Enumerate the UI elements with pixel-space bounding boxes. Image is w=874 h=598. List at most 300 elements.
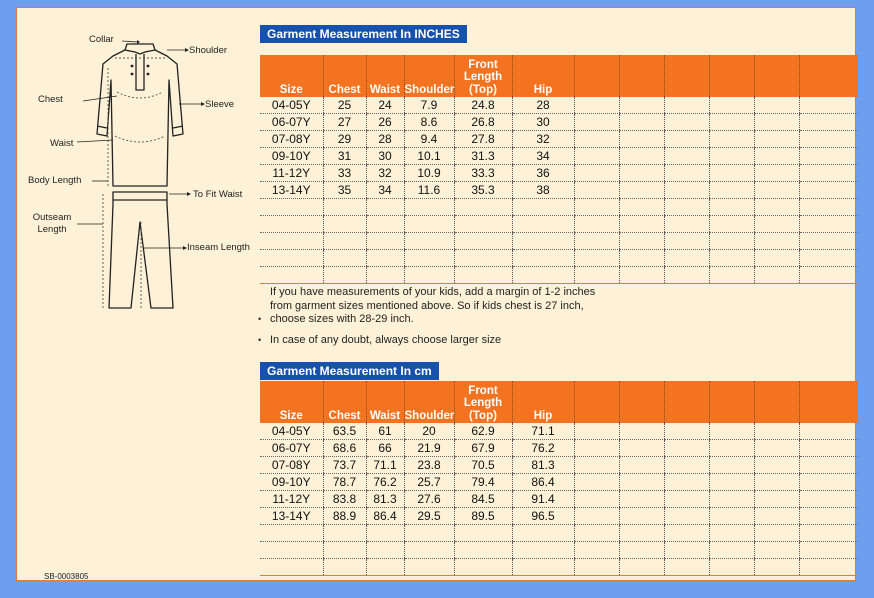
table-cell: 29 xyxy=(323,131,366,148)
blank-cell xyxy=(664,542,709,559)
blank-cell xyxy=(404,250,454,267)
table-cell: 71.1 xyxy=(366,457,404,474)
blank-cell xyxy=(754,542,799,559)
blank-column-header xyxy=(664,381,709,423)
blank-cell xyxy=(754,457,799,474)
waist-label: Waist xyxy=(50,138,74,149)
blank-cell xyxy=(799,559,858,576)
inseam-length-label: Inseam Length xyxy=(187,242,250,253)
blank-cell xyxy=(754,508,799,525)
table-row xyxy=(260,97,858,114)
blank-column-header xyxy=(754,381,799,423)
blank-cell xyxy=(754,491,799,508)
blank-cell xyxy=(799,542,858,559)
table-row xyxy=(260,423,858,440)
blank-cell xyxy=(754,233,799,250)
blank-cell xyxy=(619,148,664,165)
blank-cell xyxy=(512,250,574,267)
blank-table-row xyxy=(260,559,858,576)
column-header: Shoulder xyxy=(404,55,454,97)
blank-table-row xyxy=(260,233,858,250)
blank-cell xyxy=(709,250,754,267)
blank-cell xyxy=(799,97,858,114)
blank-cell xyxy=(754,216,799,233)
table-cell: 27.8 xyxy=(454,131,512,148)
blank-cell xyxy=(619,199,664,216)
blank-cell xyxy=(619,491,664,508)
table-cell: 11-12Y xyxy=(260,165,323,182)
blank-cell xyxy=(323,525,366,542)
blank-cell xyxy=(512,525,574,542)
table-cell: 84.5 xyxy=(454,491,512,508)
blank-table-row xyxy=(260,525,858,542)
blank-cell xyxy=(664,440,709,457)
blank-cell xyxy=(323,199,366,216)
kurta-pajama-illustration xyxy=(17,8,267,328)
blank-table-row xyxy=(260,542,858,559)
column-header: Waist xyxy=(366,55,404,97)
blank-cell xyxy=(709,233,754,250)
table-cell: 81.3 xyxy=(512,457,574,474)
blank-cell xyxy=(512,267,574,284)
blank-cell xyxy=(260,559,323,576)
blank-cell xyxy=(754,182,799,199)
blank-cell xyxy=(404,233,454,250)
table-cell: 29.5 xyxy=(404,508,454,525)
table-cell: 11-12Y xyxy=(260,491,323,508)
blank-table-row xyxy=(260,216,858,233)
table-cell: 13-14Y xyxy=(260,508,323,525)
blank-cell xyxy=(574,542,619,559)
blank-cell xyxy=(619,457,664,474)
table-cell: 73.7 xyxy=(323,457,366,474)
blank-cell xyxy=(574,148,619,165)
blank-cell xyxy=(709,114,754,131)
table-cell: 62.9 xyxy=(454,423,512,440)
blank-cell xyxy=(664,267,709,284)
blank-cell xyxy=(799,267,858,284)
table-cell: 25.7 xyxy=(404,474,454,491)
blank-column-header xyxy=(574,55,619,97)
blank-cell xyxy=(709,542,754,559)
table-cell: 11.6 xyxy=(404,182,454,199)
blank-cell xyxy=(366,525,404,542)
column-header: Chest xyxy=(323,55,366,97)
table-cell: 10.1 xyxy=(404,148,454,165)
table-cell: 24.8 xyxy=(454,97,512,114)
garment-diagram xyxy=(17,8,267,328)
table-cell: 63.5 xyxy=(323,423,366,440)
table-cell: 28 xyxy=(512,97,574,114)
table-cell: 25 xyxy=(323,97,366,114)
blank-cell xyxy=(709,216,754,233)
table-cell: 33.3 xyxy=(454,165,512,182)
blank-cell xyxy=(404,525,454,542)
blank-cell xyxy=(754,423,799,440)
note-item xyxy=(258,334,598,348)
blank-cell xyxy=(619,542,664,559)
table-cell: 96.5 xyxy=(512,508,574,525)
table-cell: 71.1 xyxy=(512,423,574,440)
blank-column-header xyxy=(619,55,664,97)
blank-cell xyxy=(664,474,709,491)
table-cell: 81.3 xyxy=(366,491,404,508)
table-cell: 38 xyxy=(512,182,574,199)
blank-cell xyxy=(366,267,404,284)
blank-cell xyxy=(664,114,709,131)
blank-cell xyxy=(709,97,754,114)
table-cell: 30 xyxy=(366,148,404,165)
blank-cell xyxy=(574,250,619,267)
blank-column-header xyxy=(574,381,619,423)
column-header: Hip xyxy=(512,381,574,423)
table-cell: 31 xyxy=(323,148,366,165)
blank-cell xyxy=(799,199,858,216)
blank-cell xyxy=(454,216,512,233)
table-cell: 31.3 xyxy=(454,148,512,165)
blank-cell xyxy=(664,525,709,542)
table-cell: 34 xyxy=(366,182,404,199)
blank-cell xyxy=(799,250,858,267)
blank-cell xyxy=(664,216,709,233)
blank-table-row xyxy=(260,267,858,284)
bullet-icon: • xyxy=(258,314,262,324)
table-row xyxy=(260,508,858,525)
cm-size-table xyxy=(260,381,858,576)
column-header: Chest xyxy=(323,381,366,423)
blank-cell xyxy=(799,440,858,457)
to-fit-waist-label: To Fit Waist xyxy=(193,189,243,200)
blank-cell xyxy=(574,474,619,491)
body-length-label: Body Length xyxy=(28,175,82,186)
blank-cell xyxy=(619,267,664,284)
table-cell: 27.6 xyxy=(404,491,454,508)
blank-cell xyxy=(574,114,619,131)
blank-cell xyxy=(619,131,664,148)
blank-cell xyxy=(512,216,574,233)
blank-cell xyxy=(799,491,858,508)
table-row xyxy=(260,131,858,148)
note-text: If you have measurements of your kids, add a margin of 1-2 inches from garment sizes mentioned above. So if kids chest is 27 inch, choose sizes with 28-29 inch. xyxy=(270,286,596,325)
table-cell: 32 xyxy=(366,165,404,182)
blank-cell xyxy=(619,216,664,233)
table-cell: 36 xyxy=(512,165,574,182)
blank-cell xyxy=(709,182,754,199)
table-cell: 89.5 xyxy=(454,508,512,525)
table-cell: 30 xyxy=(512,114,574,131)
blank-cell xyxy=(574,233,619,250)
table-cell: 09-10Y xyxy=(260,148,323,165)
table-cell: 7.9 xyxy=(404,97,454,114)
product-code: SB-0003805 xyxy=(44,572,89,581)
blank-cell xyxy=(366,542,404,559)
blank-cell xyxy=(619,114,664,131)
table-cell: 76.2 xyxy=(512,440,574,457)
column-header: Shoulder xyxy=(404,381,454,423)
blank-cell xyxy=(454,267,512,284)
blank-cell xyxy=(799,216,858,233)
blank-cell xyxy=(404,216,454,233)
table-cell: 34 xyxy=(512,148,574,165)
blank-cell xyxy=(619,559,664,576)
blank-cell xyxy=(454,250,512,267)
blank-cell xyxy=(260,216,323,233)
blank-cell xyxy=(664,233,709,250)
sleeve-label: Sleeve xyxy=(205,99,235,110)
blank-cell xyxy=(619,182,664,199)
blank-cell xyxy=(799,525,858,542)
blank-cell xyxy=(709,491,754,508)
blank-cell xyxy=(754,114,799,131)
blank-cell xyxy=(574,131,619,148)
inches-header-row xyxy=(260,55,858,97)
blank-cell xyxy=(574,525,619,542)
cm-table-title: Garment Measurement In cm xyxy=(260,362,439,380)
blank-cell xyxy=(754,440,799,457)
blank-cell xyxy=(323,267,366,284)
blank-cell xyxy=(799,423,858,440)
blank-cell xyxy=(366,199,404,216)
blank-cell xyxy=(709,474,754,491)
table-row xyxy=(260,182,858,199)
blank-cell xyxy=(709,165,754,182)
blank-cell xyxy=(574,423,619,440)
blank-table-row xyxy=(260,250,858,267)
blank-cell xyxy=(404,542,454,559)
shoulder-label: Shoulder xyxy=(189,45,228,56)
blank-cell xyxy=(619,474,664,491)
blank-column-header xyxy=(619,381,664,423)
blank-cell xyxy=(512,559,574,576)
table-row xyxy=(260,474,858,491)
blank-column-header xyxy=(799,55,858,97)
blank-cell xyxy=(664,165,709,182)
blank-cell xyxy=(323,216,366,233)
table-cell: 86.4 xyxy=(366,508,404,525)
blank-cell xyxy=(260,199,323,216)
blank-cell xyxy=(664,491,709,508)
size-notes xyxy=(258,286,598,347)
blank-cell xyxy=(323,250,366,267)
table-cell: 10.9 xyxy=(404,165,454,182)
blank-cell xyxy=(664,508,709,525)
blank-column-header xyxy=(709,381,754,423)
table-cell: 24 xyxy=(366,97,404,114)
blank-cell xyxy=(574,165,619,182)
table-cell: 83.8 xyxy=(323,491,366,508)
blank-cell xyxy=(404,559,454,576)
blank-cell xyxy=(619,508,664,525)
blank-cell xyxy=(454,233,512,250)
blank-cell xyxy=(619,423,664,440)
blank-cell xyxy=(754,559,799,576)
table-row xyxy=(260,440,858,457)
table-cell: 20 xyxy=(404,423,454,440)
table-cell: 76.2 xyxy=(366,474,404,491)
table-cell: 04-05Y xyxy=(260,97,323,114)
blank-cell xyxy=(799,457,858,474)
table-cell: 68.6 xyxy=(323,440,366,457)
table-cell: 13-14Y xyxy=(260,182,323,199)
blank-table-row xyxy=(260,199,858,216)
blank-cell xyxy=(260,250,323,267)
blank-cell xyxy=(366,559,404,576)
blank-cell xyxy=(709,148,754,165)
blank-cell xyxy=(799,474,858,491)
blank-cell xyxy=(574,491,619,508)
blank-cell xyxy=(366,250,404,267)
blank-cell xyxy=(709,559,754,576)
column-header: Size xyxy=(260,381,323,423)
table-cell: 26.8 xyxy=(454,114,512,131)
table-cell: 66 xyxy=(366,440,404,457)
blank-cell xyxy=(754,199,799,216)
table-cell: 06-07Y xyxy=(260,114,323,131)
blank-cell xyxy=(754,131,799,148)
table-cell: 07-08Y xyxy=(260,457,323,474)
blank-cell xyxy=(574,267,619,284)
table-cell: 09-10Y xyxy=(260,474,323,491)
table-cell: 79.4 xyxy=(454,474,512,491)
blank-cell xyxy=(709,423,754,440)
table-cell: 32 xyxy=(512,131,574,148)
blank-cell xyxy=(260,525,323,542)
table-cell: 04-05Y xyxy=(260,423,323,440)
blank-cell xyxy=(709,457,754,474)
collar-label: Collar xyxy=(89,34,114,45)
blank-cell xyxy=(619,250,664,267)
blank-cell xyxy=(366,233,404,250)
blank-cell xyxy=(709,525,754,542)
table-cell: 67.9 xyxy=(454,440,512,457)
table-cell: 86.4 xyxy=(512,474,574,491)
table-cell: 35.3 xyxy=(454,182,512,199)
table-cell: 35 xyxy=(323,182,366,199)
note-item xyxy=(258,286,598,327)
table-row xyxy=(260,491,858,508)
blank-cell xyxy=(574,199,619,216)
blank-cell xyxy=(664,199,709,216)
blank-cell xyxy=(754,525,799,542)
blank-cell xyxy=(799,114,858,131)
blank-cell xyxy=(574,508,619,525)
blank-cell xyxy=(619,233,664,250)
blank-cell xyxy=(664,182,709,199)
table-cell: 23.8 xyxy=(404,457,454,474)
blank-cell xyxy=(454,542,512,559)
column-header: Front Length (Top) xyxy=(454,381,512,423)
blank-cell xyxy=(512,199,574,216)
table-cell: 88.9 xyxy=(323,508,366,525)
blank-cell xyxy=(799,508,858,525)
note-text: In case of any doubt, always choose larger size xyxy=(270,333,502,346)
blank-column-header xyxy=(709,55,754,97)
blank-cell xyxy=(404,199,454,216)
blank-cell xyxy=(754,148,799,165)
blank-cell xyxy=(799,233,858,250)
blank-cell xyxy=(619,97,664,114)
blank-cell xyxy=(799,182,858,199)
chest-label: Chest xyxy=(38,94,63,105)
blank-cell xyxy=(709,440,754,457)
table-cell: 28 xyxy=(366,131,404,148)
blank-cell xyxy=(574,457,619,474)
blank-cell xyxy=(754,97,799,114)
blank-cell xyxy=(709,199,754,216)
blank-cell xyxy=(260,233,323,250)
blank-cell xyxy=(512,233,574,250)
blank-cell xyxy=(799,131,858,148)
column-header: Front Length (Top) xyxy=(454,55,512,97)
blank-cell xyxy=(664,131,709,148)
blank-cell xyxy=(323,542,366,559)
blank-cell xyxy=(664,97,709,114)
blank-cell xyxy=(323,233,366,250)
blank-cell xyxy=(664,250,709,267)
table-cell: 78.7 xyxy=(323,474,366,491)
blank-cell xyxy=(754,165,799,182)
blank-cell xyxy=(454,525,512,542)
column-header: Size xyxy=(260,55,323,97)
table-cell: 61 xyxy=(366,423,404,440)
table-cell: 9.4 xyxy=(404,131,454,148)
blank-cell xyxy=(574,97,619,114)
blank-cell xyxy=(664,457,709,474)
blank-cell xyxy=(619,165,664,182)
table-row xyxy=(260,165,858,182)
table-cell: 06-07Y xyxy=(260,440,323,457)
blank-cell xyxy=(664,148,709,165)
blank-cell xyxy=(574,559,619,576)
blank-cell xyxy=(574,440,619,457)
blank-cell xyxy=(709,267,754,284)
blank-cell xyxy=(454,199,512,216)
blank-column-header xyxy=(664,55,709,97)
size-chart-sheet xyxy=(16,7,856,581)
blank-cell xyxy=(799,148,858,165)
blank-cell xyxy=(799,165,858,182)
table-cell: 07-08Y xyxy=(260,131,323,148)
blank-cell xyxy=(512,542,574,559)
outseam-length-label: Outseam Length xyxy=(32,212,72,235)
blank-column-header xyxy=(799,381,858,423)
table-cell: 27 xyxy=(323,114,366,131)
column-header: Waist xyxy=(366,381,404,423)
blank-cell xyxy=(404,267,454,284)
blank-cell xyxy=(754,267,799,284)
blank-cell xyxy=(754,474,799,491)
table-cell: 8.6 xyxy=(404,114,454,131)
table-cell: 21.9 xyxy=(404,440,454,457)
blank-cell xyxy=(664,423,709,440)
blank-cell xyxy=(709,508,754,525)
table-row xyxy=(260,148,858,165)
inches-table-title: Garment Measurement In INCHES xyxy=(260,25,467,43)
blank-cell xyxy=(574,182,619,199)
blank-cell xyxy=(366,216,404,233)
table-cell: 33 xyxy=(323,165,366,182)
blank-cell xyxy=(709,131,754,148)
column-header: Hip xyxy=(512,55,574,97)
blank-cell xyxy=(754,250,799,267)
blank-cell xyxy=(454,559,512,576)
table-cell: 91.4 xyxy=(512,491,574,508)
table-row xyxy=(260,114,858,131)
table-cell: 70.5 xyxy=(454,457,512,474)
blank-cell xyxy=(619,525,664,542)
blank-cell xyxy=(619,440,664,457)
inches-size-table xyxy=(260,55,858,284)
